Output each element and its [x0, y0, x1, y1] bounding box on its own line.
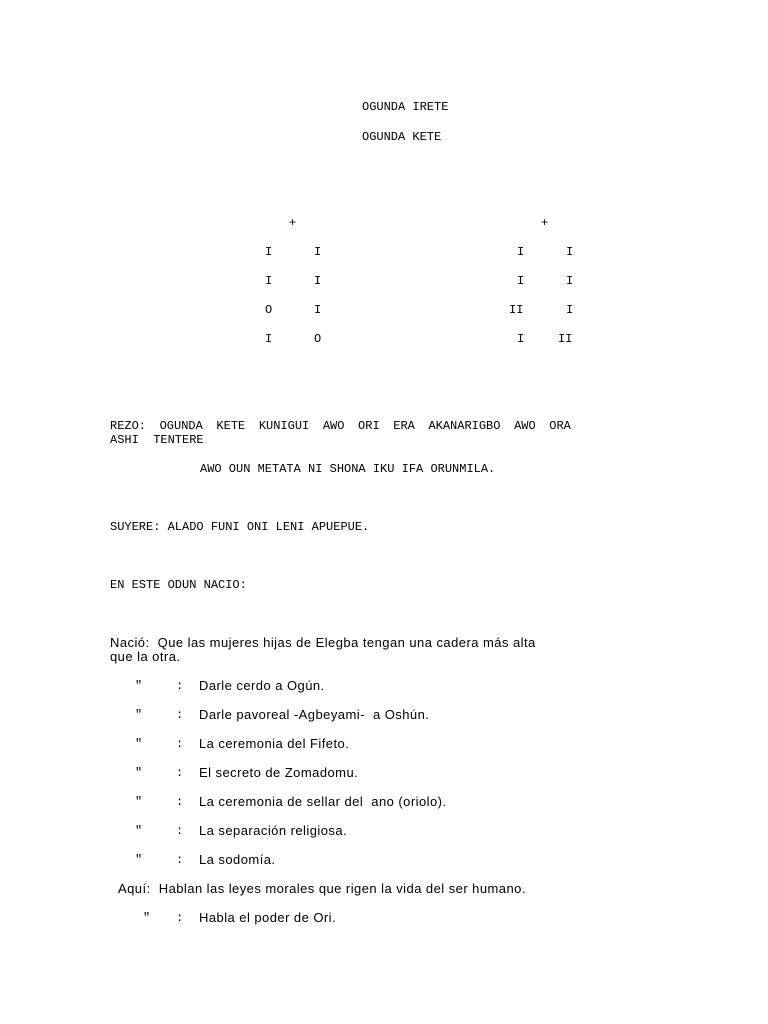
item-text: Darle pavoreal -Agbeyami- a Oshún.: [199, 707, 430, 722]
ditto-mark: ": [143, 911, 151, 925]
ditto-mark: ": [135, 795, 143, 809]
sign-left-r2-b: I: [314, 274, 322, 288]
ditto-mark: ": [135, 824, 143, 838]
ditto-mark: ": [135, 708, 143, 722]
ditto-mark: ": [135, 679, 143, 693]
aqui-line: Aquí: Hablan las leyes morales que rigen la vida del ser humano.: [118, 881, 526, 896]
ditto-mark: ": [135, 737, 143, 751]
item-separator: :: [176, 708, 184, 722]
title-ogunda-kete: OGUNDA KETE: [362, 130, 442, 144]
sign-left-r2-a: I: [265, 274, 273, 288]
item-text: La ceremonia de sellar del ano (oriolo).: [199, 794, 447, 809]
sign-left-r4-b: O: [314, 332, 322, 346]
item-text: Darle cerdo a Ogún.: [199, 678, 325, 693]
item-text: La sodomía.: [199, 852, 276, 867]
en-este-odun-heading: EN ESTE ODUN NACIO:: [110, 578, 247, 592]
suyere-line: SUYERE: ALADO FUNI ONI LENI APUEPUE.: [110, 520, 370, 534]
sign-right-r3-b: I: [566, 303, 574, 317]
sign-left-plus: +: [289, 216, 297, 230]
sign-left-r3-a: O: [265, 303, 273, 317]
sign-right-r2-b: I: [566, 274, 574, 288]
item-separator: :: [176, 853, 184, 867]
sign-right-r1-a: I: [517, 245, 525, 259]
item-text: Habla el poder de Ori.: [199, 910, 337, 925]
item-separator: :: [176, 766, 184, 780]
item-separator: :: [176, 824, 184, 838]
sign-left-r3-b: I: [314, 303, 322, 317]
rezo-line-3: AWO OUN METATA NI SHONA IKU IFA ORUNMILA.: [200, 462, 496, 476]
sign-right-r3-a: II: [509, 303, 524, 317]
sign-right-plus: +: [541, 216, 549, 230]
nacio-line-1: Nació: Que las mujeres hijas de Elegba tengan una cadera más alta: [110, 635, 536, 650]
sign-left-r1-a: I: [265, 245, 273, 259]
rezo-line-2: ASHI TENTERE: [110, 433, 204, 447]
sign-right-r4-a: I: [517, 332, 525, 346]
item-separator: :: [176, 679, 184, 693]
title-ogunda-irete: OGUNDA IRETE: [362, 100, 449, 114]
item-text: La separación religiosa.: [199, 823, 348, 838]
ditto-mark: ": [135, 853, 143, 867]
item-separator: :: [176, 911, 184, 925]
item-text: La ceremonia del Fifeto.: [199, 736, 350, 751]
sign-right-r4-b: II: [558, 332, 573, 346]
sign-right-r1-b: I: [566, 245, 574, 259]
rezo-line-1: REZO: OGUNDA KETE KUNIGUI AWO ORI ERA AKANARIGBO AWO ORA: [110, 419, 571, 433]
item-text: El secreto de Zomadomu.: [199, 765, 359, 780]
sign-left-r4-a: I: [265, 332, 273, 346]
item-separator: :: [176, 795, 184, 809]
item-separator: :: [176, 737, 184, 751]
sign-left-r1-b: I: [314, 245, 322, 259]
nacio-line-2: que la otra.: [110, 649, 181, 664]
ditto-mark: ": [135, 766, 143, 780]
sign-right-r2-a: I: [517, 274, 525, 288]
